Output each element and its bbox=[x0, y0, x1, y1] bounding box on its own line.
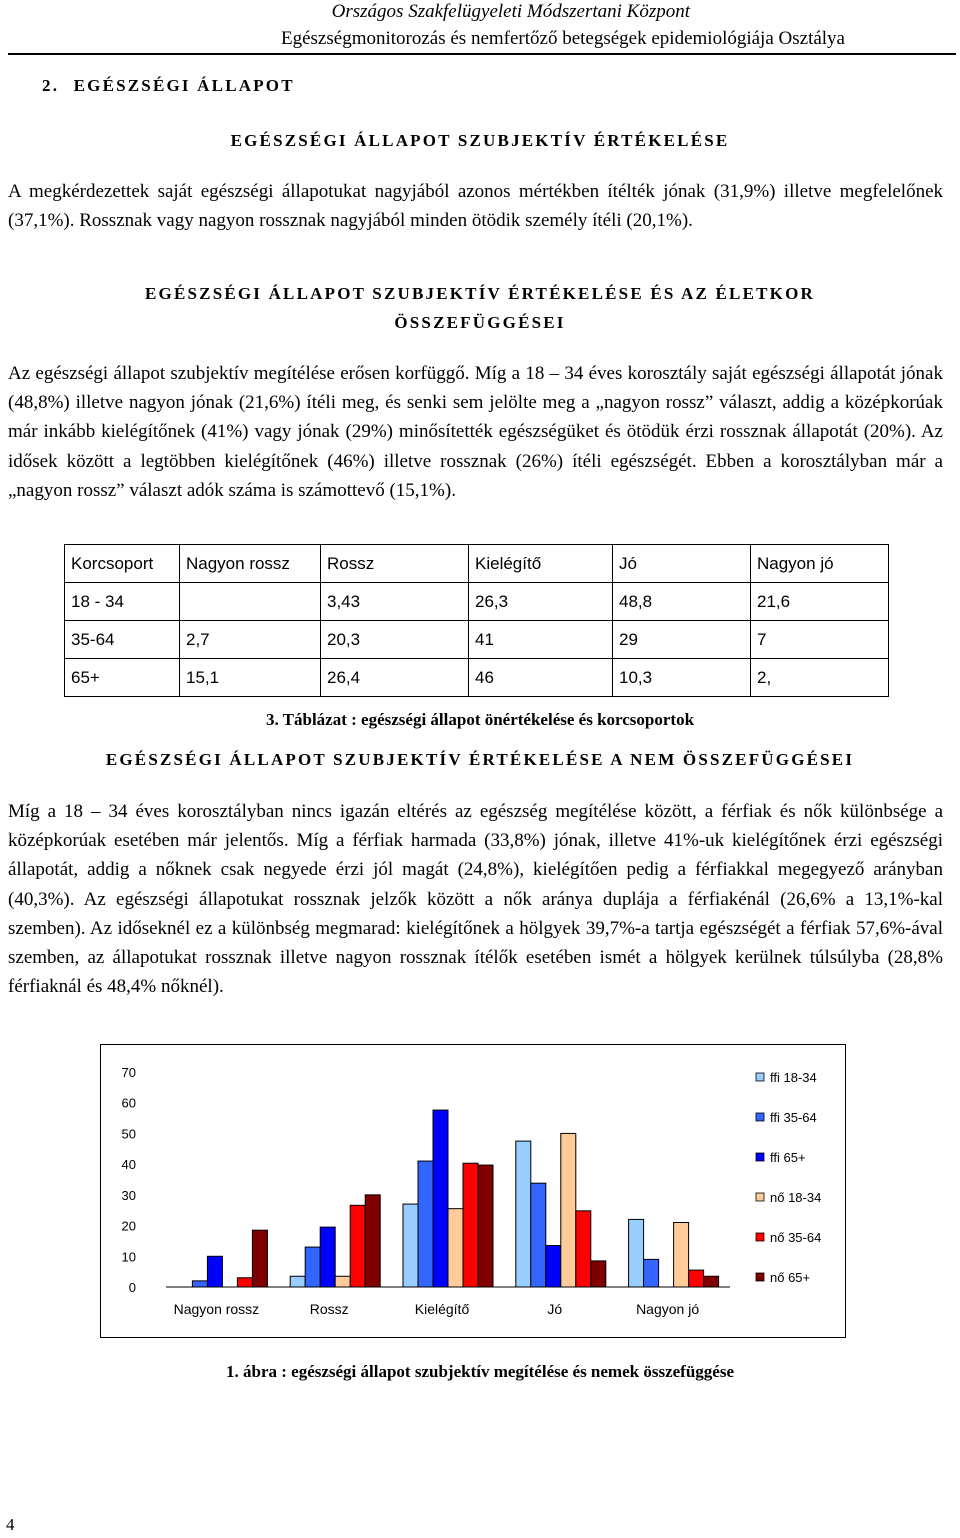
table-cell: 26,3 bbox=[469, 583, 613, 621]
table-cell: 7 bbox=[751, 621, 889, 659]
bar-nő-18-34 bbox=[335, 1276, 350, 1287]
table-cell: 46 bbox=[469, 659, 613, 697]
table-cell: 2,7 bbox=[180, 621, 321, 659]
bar-nő-65+ bbox=[365, 1194, 380, 1286]
gender-health-chart bbox=[100, 1044, 846, 1338]
bar-nő-18-34 bbox=[560, 1133, 575, 1287]
bar-nő-35-64 bbox=[237, 1277, 252, 1286]
legend-label: ffi 35-64 bbox=[769, 1109, 817, 1125]
bar-ffi-65+ bbox=[207, 1256, 222, 1287]
table-row bbox=[65, 621, 889, 659]
y-tick-label: 40 bbox=[121, 1156, 136, 1172]
table-cell: 65+ bbox=[65, 659, 180, 697]
y-tick-label: 30 bbox=[121, 1187, 136, 1203]
y-tick-label: 50 bbox=[121, 1125, 136, 1141]
table-cell: 10,3 bbox=[613, 659, 751, 697]
bar-ffi-65+ bbox=[545, 1245, 560, 1286]
legend-swatch bbox=[756, 1113, 764, 1121]
bar-nő-35-64 bbox=[575, 1210, 590, 1286]
chart-frame bbox=[100, 1044, 846, 1338]
table-header-cell: Rossz bbox=[321, 545, 469, 583]
bar-ffi-65+ bbox=[433, 1110, 448, 1287]
legend-label: ffi 18-34 bbox=[769, 1069, 817, 1085]
table-cell: 18 - 34 bbox=[65, 583, 180, 621]
paragraph-1: A megkérdezettek saját egészségi állapotukat nagyjából azonos mértékben ítélték jónak (31,9%) illetve megfelelőnek (37,1%). Rossznak vagy nagyon rossznak nagyjából minden ötödik személy ítéli (20,1%). bbox=[8, 181, 943, 232]
x-category-label: Jó bbox=[546, 1300, 562, 1317]
y-tick-label: 60 bbox=[121, 1095, 136, 1111]
bar-ffi-18-34 bbox=[290, 1276, 305, 1287]
table-header-cell: Jó bbox=[613, 545, 751, 583]
legend-label: ffi 65+ bbox=[769, 1149, 806, 1165]
age-group-table bbox=[64, 544, 889, 697]
table-cell: 48,8 bbox=[613, 583, 751, 621]
legend-label: nő 35-64 bbox=[769, 1229, 821, 1245]
header-rule bbox=[8, 53, 956, 55]
table-header-row bbox=[65, 545, 889, 583]
legend-label: nő 18-34 bbox=[769, 1189, 821, 1205]
y-tick-label: 20 bbox=[121, 1218, 136, 1234]
bar-ffi-65+ bbox=[320, 1227, 335, 1287]
bar-nő-65+ bbox=[703, 1276, 718, 1287]
x-category-label: Kielégítő bbox=[414, 1300, 469, 1317]
table-header-cell: Korcsoport bbox=[65, 545, 180, 583]
page-number: 4 bbox=[6, 1515, 15, 1534]
table-cell: 41 bbox=[469, 621, 613, 659]
subsection-title-3: EGÉSZSÉGI ÁLLAPOT SZUBJEKTÍV ÉRTÉKELÉSE A NEM ÖSSZEFÜGGÉSEI bbox=[105, 750, 855, 769]
y-tick-label: 10 bbox=[121, 1248, 136, 1264]
header-department: Egészségmonitorozás és nemfertőző betegségek epidemiológiája Osztálya bbox=[281, 28, 845, 49]
bar-nő-35-64 bbox=[688, 1270, 703, 1287]
table-cell: 29 bbox=[613, 621, 751, 659]
bar-nő-18-34 bbox=[673, 1222, 688, 1287]
table-cell: 26,4 bbox=[321, 659, 469, 697]
legend-swatch bbox=[756, 1233, 764, 1241]
bar-nő-65+ bbox=[252, 1230, 267, 1287]
bar-nő-18-34 bbox=[448, 1208, 463, 1286]
table-row bbox=[65, 583, 889, 621]
table-cell: 2, bbox=[751, 659, 889, 697]
table-header-cell: Nagyon jó bbox=[751, 545, 889, 583]
bar-ffi-18-34 bbox=[403, 1204, 418, 1287]
bar-nő-35-64 bbox=[350, 1205, 365, 1287]
bar-ffi-35-64 bbox=[530, 1183, 545, 1287]
subsection-title-2-line1: EGÉSZSÉGI ÁLLAPOT SZUBJEKTÍV ÉRTÉKELÉSE ÉS AZ ÉLETKOR bbox=[145, 284, 815, 303]
table-header-cell: Nagyon rossz bbox=[180, 545, 321, 583]
x-category-label: Rossz bbox=[309, 1300, 349, 1317]
table-cell: 35-64 bbox=[65, 621, 180, 659]
bar-ffi-35-64 bbox=[305, 1247, 320, 1287]
subsection-title-2-line2: ÖSSZEFÜGGÉSEI bbox=[394, 313, 566, 332]
table-cell: 21,6 bbox=[751, 583, 889, 621]
section-heading bbox=[42, 76, 295, 96]
section-number: 2. bbox=[42, 76, 60, 95]
legend-swatch bbox=[756, 1153, 764, 1161]
legend-swatch bbox=[756, 1273, 764, 1281]
x-category-label: Nagyon jó bbox=[635, 1300, 699, 1317]
bar-nő-65+ bbox=[590, 1260, 605, 1286]
bar-nő-65+ bbox=[478, 1165, 493, 1287]
bar-ffi-35-64 bbox=[192, 1280, 207, 1286]
legend-swatch bbox=[756, 1073, 764, 1081]
y-tick-label: 70 bbox=[121, 1064, 136, 1080]
bar-nő-35-64 bbox=[463, 1163, 478, 1287]
paragraph-3: Míg a 18 – 34 éves korosztályban nincs igazán eltérés az egészség megítélése között, a férfiak és nők különbsége a középkorúak esetében már jelentős. Míg a férfiak harmada (33,8%) jónak, illetve 41%-uk kielégítőnek érzi egészségi állapotát, addig a nőknek csak negyede érzi jól magát (24,8%), kielégítően pedig a férfiakkal megegyező arányban (40,3%). Az egészségi állapotukat rossznak jelzők között a nők aránya duplája a férfiakénál (26,6% a 13,1%-kal szemben). Az időseknél ez a különbség megmarad: kielégítőnek a hölgyek 39,7%-a tartja egészségét a férfiak 57,6%-ával szemben, az állapotukat rossznak illetve nagyon rossznak ítélők esetében ismét a hölgyek kerülnek túlsúlyba (28,8% férfiaknál és 48,4% nőknél). bbox=[8, 801, 943, 998]
header-institute: Országos Szakfelügyeleti Módszertani Központ bbox=[331, 1, 690, 22]
table-row bbox=[65, 659, 889, 697]
bar-ffi-18-34 bbox=[515, 1141, 530, 1287]
table-cell: 3,43 bbox=[321, 583, 469, 621]
chart-caption: 1. ábra : egészségi állapot szubjektív megítélése és nemek összefüggése bbox=[225, 1362, 734, 1381]
table-header-cell: Kielégítő bbox=[469, 545, 613, 583]
subsection-title-1: EGÉSZSÉGI ÁLLAPOT SZUBJEKTÍV ÉRTÉKELÉSE bbox=[230, 131, 730, 150]
y-tick-label: 0 bbox=[128, 1279, 136, 1295]
legend-label: nő 65+ bbox=[769, 1269, 810, 1285]
bar-ffi-35-64 bbox=[643, 1259, 658, 1287]
bar-ffi-18-34 bbox=[628, 1219, 643, 1287]
table-cell bbox=[180, 583, 321, 621]
legend-swatch bbox=[756, 1193, 764, 1201]
table-caption: 3. Táblázat : egészségi állapot önértékelése és korcsoportok bbox=[265, 710, 695, 729]
bar-ffi-35-64 bbox=[418, 1161, 433, 1287]
table-cell: 15,1 bbox=[180, 659, 321, 697]
paragraph-2: Az egészségi állapot szubjektív megítélése erősen korfüggő. Míg a 18 – 34 éves korosztály saját egészségi állapotát jónak (48,8%) illetve nagyon jónak (21,6%) ítéli meg, és senki sem jelölte meg a „nagyon rossz” választ, addig a középkorúak már inkább kielégítőnek (41%) vagy jónak (29%) minősítették egészségüket és ötödük érzi rossznak állapotát (20%). Az idősek között a legtöbben kielégítőnek (46%) illetve rossznak (26%) ítéli egészségét. Ebben a korosztályban már a „nagyon rossz” választ adók száma is számottevő (15,1%). bbox=[8, 363, 943, 501]
x-category-label: Nagyon rossz bbox=[173, 1300, 259, 1317]
section-title: EGÉSZSÉGI ÁLLAPOT bbox=[73, 76, 295, 95]
table-cell: 20,3 bbox=[321, 621, 469, 659]
